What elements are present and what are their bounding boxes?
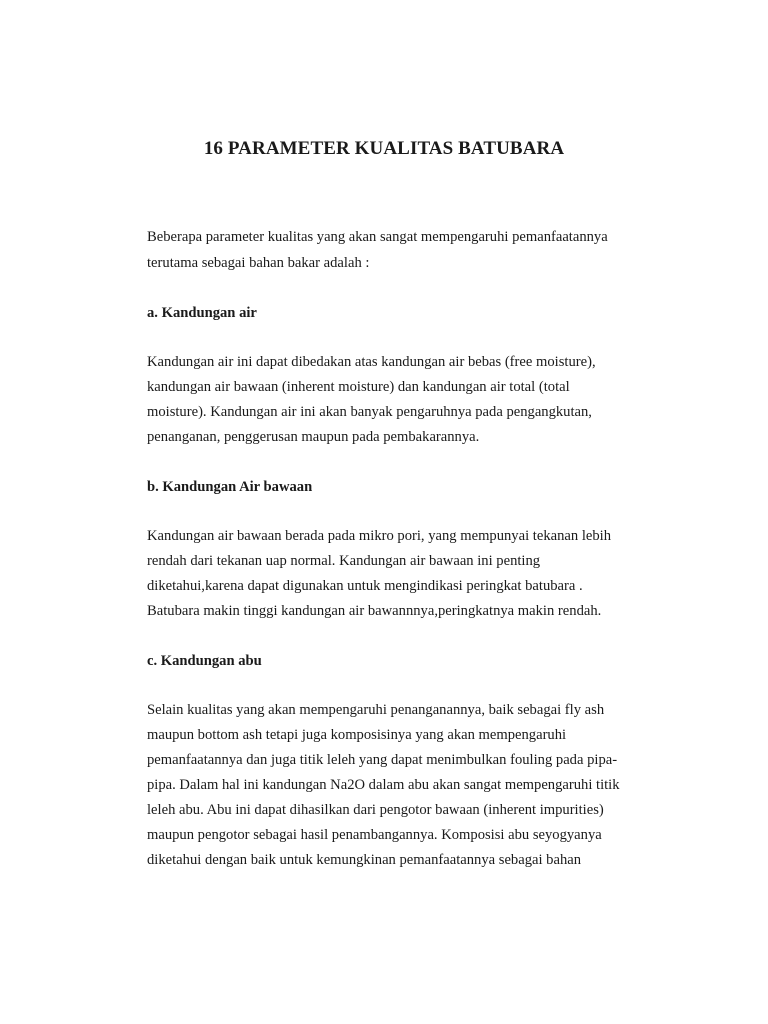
paragraph-line: pemanfaatannya dan juga titik leleh yang dapat menimbulkan fouling pada pipa- <box>147 752 618 768</box>
paragraph-line: Selain kualitas yang akan mempengaruhi penanganannya, baik sebagai fly ash <box>147 702 605 718</box>
paragraph-line: Kandungan air ini dapat dibedakan atas kandungan air bebas (free moisture), <box>147 354 596 370</box>
intro-line-2: terutama sebagai bahan bakar adalah : <box>147 255 370 271</box>
paragraph-line: Kandungan air bawaan berada pada mikro pori, yang mempunyai tekanan lebih <box>147 528 611 544</box>
section-heading-kandungan-air-bawaan: b. Kandungan Air bawaan <box>147 479 313 495</box>
paragraph-line: maupun pengotor sebagai hasil penambangannya. Komposisi abu seyogyanya <box>147 827 602 843</box>
paragraph-line: leleh abu. Abu ini dapat dihasilkan dari pengotor bawaan (inherent impurities) <box>147 802 604 818</box>
paragraph-line: pipa. Dalam hal ini kandungan Na2O dalam abu akan sangat mempengaruhi titik <box>147 777 620 793</box>
paragraph-line: rendah dari tekanan uap normal. Kandungan air bawaan ini penting <box>147 553 541 569</box>
paragraph-line: penanganan, penggerusan maupun pada pembakarannya. <box>147 429 480 445</box>
paragraph-line: moisture). Kandungan air ini akan banyak pengaruhnya pada pengangkutan, <box>147 404 592 420</box>
paragraph-line: Batubara makin tinggi kandungan air bawannnya,peringkatnya makin rendah. <box>147 603 602 619</box>
intro-line-1: Beberapa parameter kualitas yang akan sangat mempengaruhi pemanfaatannya <box>147 229 608 245</box>
paragraph-line: maupun bottom ash tetapi juga komposisinya yang akan mempengaruhi <box>147 727 567 743</box>
paragraph-line: diketahui,karena dapat digunakan untuk mengindikasi peringkat batubara . <box>147 578 583 594</box>
section-heading-kandungan-air: a. Kandungan air <box>147 305 257 321</box>
paragraph-line: diketahui dengan baik untuk kemungkinan pemanfaatannya sebagai bahan <box>147 852 582 868</box>
document-title: 16 PARAMETER KUALITAS BATUBARA <box>203 138 565 159</box>
section-heading-kandungan-abu: c. Kandungan abu <box>147 653 262 669</box>
paragraph-line: kandungan air bawaan (inherent moisture) dan kandungan air total (total <box>147 379 570 395</box>
